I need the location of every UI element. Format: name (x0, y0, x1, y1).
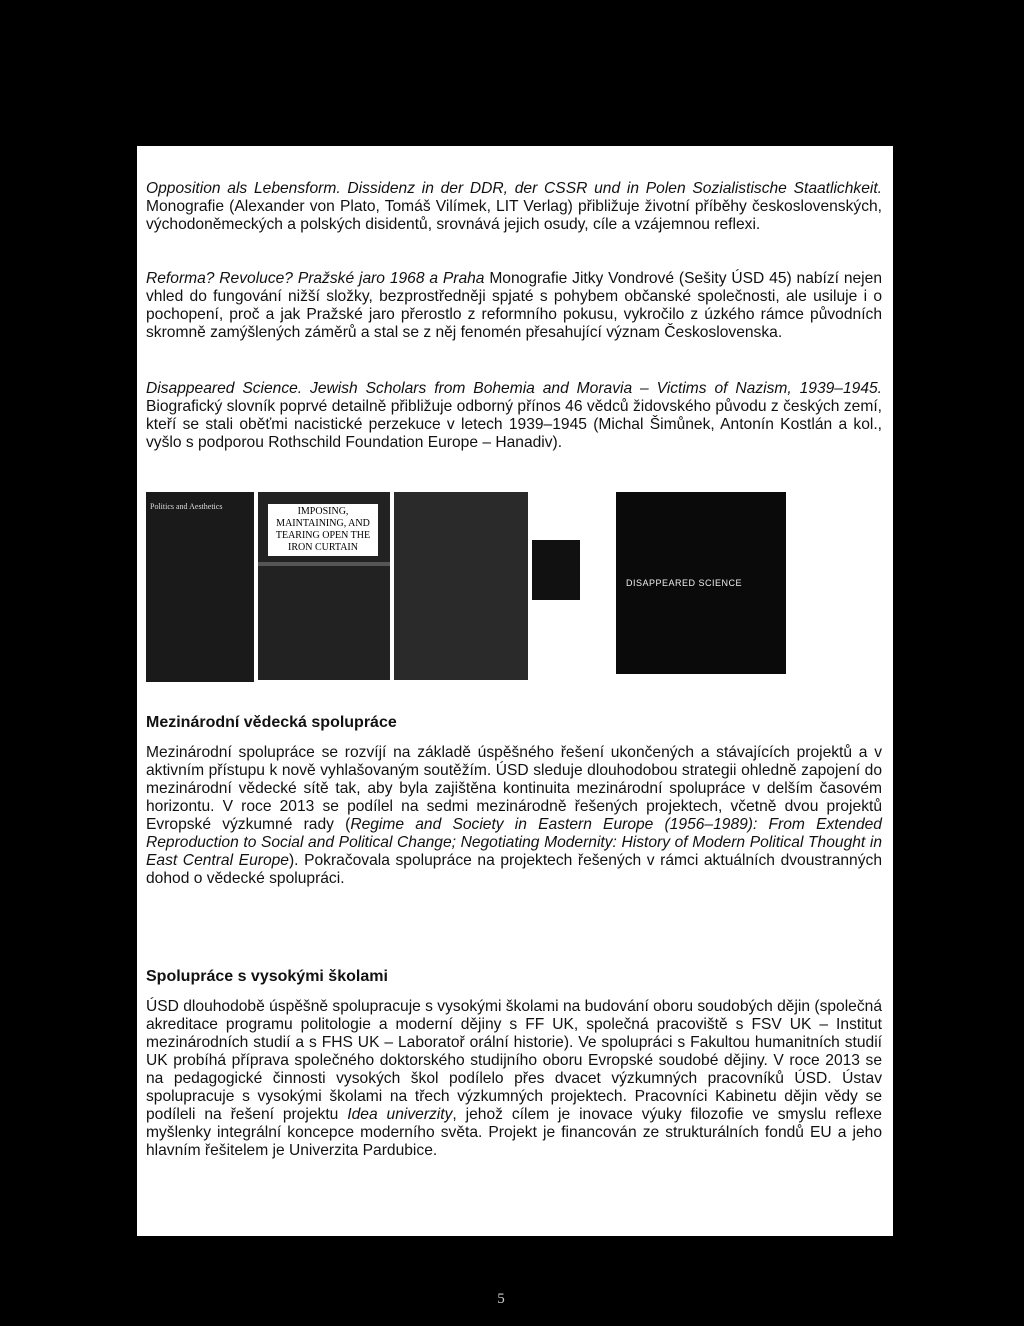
cover-stripe (258, 562, 390, 566)
section-text-a: ÚSD dlouhodobě úspěšně spolupracuje s vysokými školami na budování oboru soudobých dějin (společná akreditace programu politologie a moderní dějiny s FF UK, společná pracoviště s FSV UK – Institut mezinárodních studií a s FHS UK – Laboratoř orální historie). Ve spolupráci s Fakultou humanitních studií UK probíhá příprava společného doktorského studijního oboru Evropské soudobé dějiny. V roce 2013 se na pedagogické činnosti vysokých škol podílelo přes dvacet výzkumných pracovníků ÚSD. Ústav spolupracuje s vysokými školami na třech výzkumných projektech. Pracovníci Kabinetu dějin vědy se podíleli na řešení projektu (146, 998, 882, 1123)
item-text: Monografie Jitky Vondrové (Sešity ÚSD 45) nabízí nejen vhled do fungování nižší složky, bezprostředněji spjaté s pohybem občanské společnosti, ale usiluje i o pochopení, proč a jak Pražské jaro přerostlo z reformního pokusu, vykročilo z úzkého rámce původních skromně zamýšlených záměrů a stal se z něj fenomén přesahující význam Československa. (146, 270, 882, 341)
section-text-b: , jehož cílem je inovace výuky filozofie ve smyslu reflexe myšlenky integrální koncepce moderního světa. Projekt je financován ze strukturálních fondů EU a jeho hlavním řešitelem je Univerzita Pardubice. (146, 1106, 882, 1159)
page-number: 5 (497, 1291, 505, 1307)
cover-iron-curtain-title: IMPOSING, MAINTAINING, AND TEARING OPEN THE IRON CURTAIN (268, 504, 378, 556)
section-universities (146, 968, 882, 1160)
section-text-italic: Idea univerzity (347, 1106, 453, 1123)
item-disappeared (146, 380, 882, 452)
item-reforma (146, 270, 882, 342)
section-text-b: ). Pokračovala spolupráce na projektech řešených v rámci aktuálních dvoustranných dohod o vědecké spolupráci. (146, 852, 882, 887)
section-heading: Mezinárodní vědecká spolupráce (146, 714, 397, 731)
item-opposition (146, 180, 882, 234)
cover-opposition (394, 492, 528, 680)
cover-politics-text: Politics and Aesthetics (150, 502, 223, 511)
cover-disappeared-title: DISAPPEARED SCIENCE (626, 578, 743, 588)
item-title: Reforma? Revoluce? Pražské jaro 1968 a Praha (146, 270, 485, 287)
item-text: Monografie (Alexander von Plato, Tomáš Vilímek, LIT Verlag) přibližuje životní příběhy československých, východoněmeckých a polských disidentů, srovnává jejich osudy, cíle a vzájemnou reflexi. (146, 198, 882, 233)
item-text: Biografický slovník poprvé detailně přibližuje odborný přínos 46 vědců židovského původu z českých zemí, kteří se stali oběťmi nacistické perzekuce v letech 1939–1945 (Michal Šimůnek, Antonín Kostlán a kol., vyšlo s podporou Rothschild Foundation Europe – Hanadiv). (146, 398, 882, 451)
cover-disappeared-science (616, 492, 786, 674)
section-text-a: Mezinárodní spolupráce se rozvíjí na základě úspěšného řešení ukončených a stávajících projektů a v aktivním přístupu k nově vyhlašovaným soutěžím. ÚSD sleduje dlouhodobou strategii ohledně zapojení do mezinárodní vědecké sítě tak, aby byla zajištěna kontinuita mezinárodní spolupráce v delším časovém horizontu. V roce 2013 se podílel na sedmi mezinárodně řešených projektech, včetně dvou projektů Evropské výzkumné rady ( (146, 744, 882, 833)
item-title: Opposition als Lebensform. Dissidenz in der DDR, der CSSR und in Polen Sozialistische Staatlichkeit. (146, 180, 882, 197)
section-text-italic: Regime and Society in Eastern Europe (1956–1989): From Extended Reproduction to Social and Political Change; Negotiating Modernity: History of Modern Political Thought in East Central Europe (146, 816, 882, 869)
cover-politics (146, 492, 254, 682)
section-heading: Spolupráce s vysokými školami (146, 968, 388, 985)
book-covers (146, 492, 886, 692)
cover-iron-curtain (258, 492, 390, 680)
section-international (146, 714, 882, 888)
item-title: Disappeared Science. Jewish Scholars from Bohemia and Moravia – Victims of Nazism, 1939–1945. (146, 380, 882, 397)
cover-reforma (532, 540, 580, 600)
